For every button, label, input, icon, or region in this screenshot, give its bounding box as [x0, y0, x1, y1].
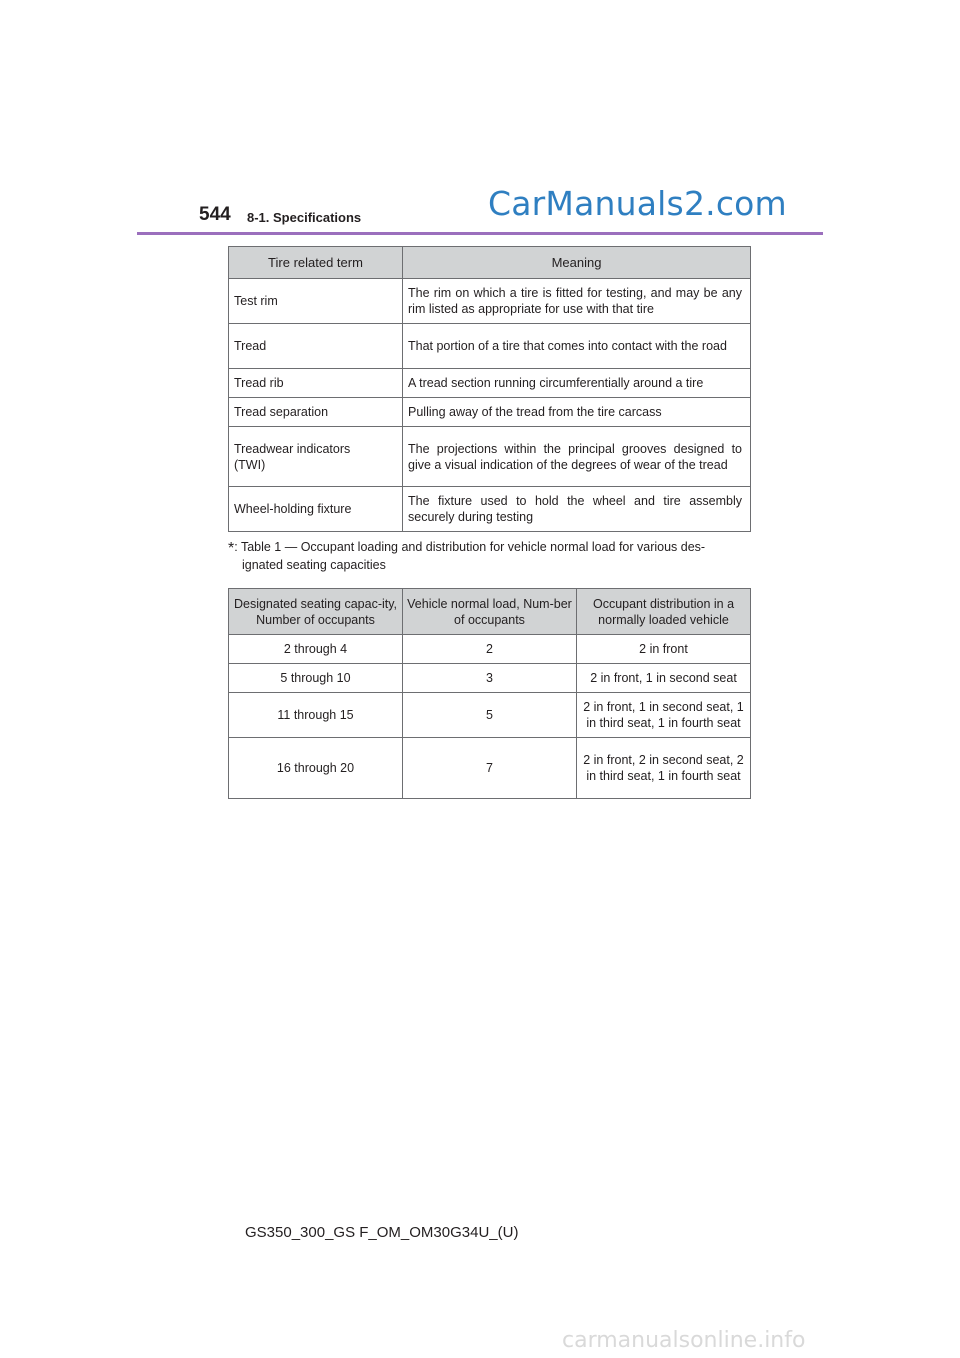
distribution-cell: 2 in front, 1 in second seat, 1 in third seat, 1 in fourth seat — [577, 693, 751, 738]
column-header-meaning: Meaning — [403, 247, 751, 279]
table-row — [229, 279, 751, 324]
document-code: GS350_300_GS F_OM_OM30G34U_(U) — [245, 1224, 519, 1241]
table-row — [229, 487, 751, 532]
meaning-cell: That portion of a tire that comes into contact with the road — [403, 324, 751, 369]
load-cell: 5 — [403, 693, 577, 738]
header-divider — [137, 232, 823, 235]
meaning-cell: Pulling away of the tread from the tire carcass — [403, 398, 751, 427]
capacity-cell: 2 through 4 — [229, 635, 403, 664]
column-header-load: Vehicle normal load, Num-ber of occupants — [403, 589, 577, 635]
tire-terms-table — [228, 246, 751, 532]
page-number: 544 — [199, 204, 231, 225]
table-row — [229, 664, 751, 693]
footnote — [228, 538, 750, 574]
capacity-cell: 11 through 15 — [229, 693, 403, 738]
table-row — [229, 635, 751, 664]
meaning-cell: A tread section running circumferentially around a tire — [403, 369, 751, 398]
footnote-marker: * — [228, 540, 235, 557]
distribution-cell: 2 in front, 1 in second seat — [577, 664, 751, 693]
term-cell: Tread rib — [229, 369, 403, 398]
table-row — [229, 738, 751, 799]
meaning-cell: The fixture used to hold the wheel and tire assembly securely during testing — [403, 487, 751, 532]
term-cell: Tread — [229, 324, 403, 369]
column-header-capacity: Designated seating capac-ity, Number of occupants — [229, 589, 403, 635]
capacity-cell: 16 through 20 — [229, 738, 403, 799]
term-cell: Wheel-holding fixture — [229, 487, 403, 532]
table-row — [229, 693, 751, 738]
distribution-cell: 2 in front — [577, 635, 751, 664]
table-row — [229, 427, 751, 487]
meaning-cell: The rim on which a tire is fitted for testing, and may be any rim listed as appropriate for use with that tire — [403, 279, 751, 324]
capacity-cell: 5 through 10 — [229, 664, 403, 693]
term-cell: Test rim — [229, 279, 403, 324]
section-title: 8-1. Specifications — [247, 210, 362, 225]
table-header-row — [229, 247, 751, 279]
load-cell: 3 — [403, 664, 577, 693]
footnote-line-1: : Table 1 — Occupant loading and distribution for vehicle normal load for various des- — [234, 540, 706, 554]
bottom-watermark: carmanualsonline.info — [562, 1328, 806, 1353]
load-cell: 2 — [403, 635, 577, 664]
meaning-cell: The projections within the principal grooves designed to give a visual indication of the degrees of wear of the tread — [403, 427, 751, 487]
table-row — [229, 369, 751, 398]
page-header — [0, 0, 960, 240]
watermark-logo: CarManuals2.com — [488, 184, 787, 223]
footnote-line-2: ignated seating capacities — [242, 558, 386, 572]
table-row — [229, 398, 751, 427]
load-cell: 7 — [403, 738, 577, 799]
column-header-distribution: Occupant distribution in a normally loaded vehicle — [577, 589, 751, 635]
term-cell: Treadwear indicators (TWI) — [229, 427, 403, 487]
column-header-term: Tire related term — [229, 247, 403, 279]
table-header-row — [229, 589, 751, 635]
occupant-loading-table — [228, 588, 751, 799]
distribution-cell: 2 in front, 2 in second seat, 2 in third seat, 1 in fourth seat — [577, 738, 751, 799]
term-cell: Tread separation — [229, 398, 403, 427]
table-row — [229, 324, 751, 369]
